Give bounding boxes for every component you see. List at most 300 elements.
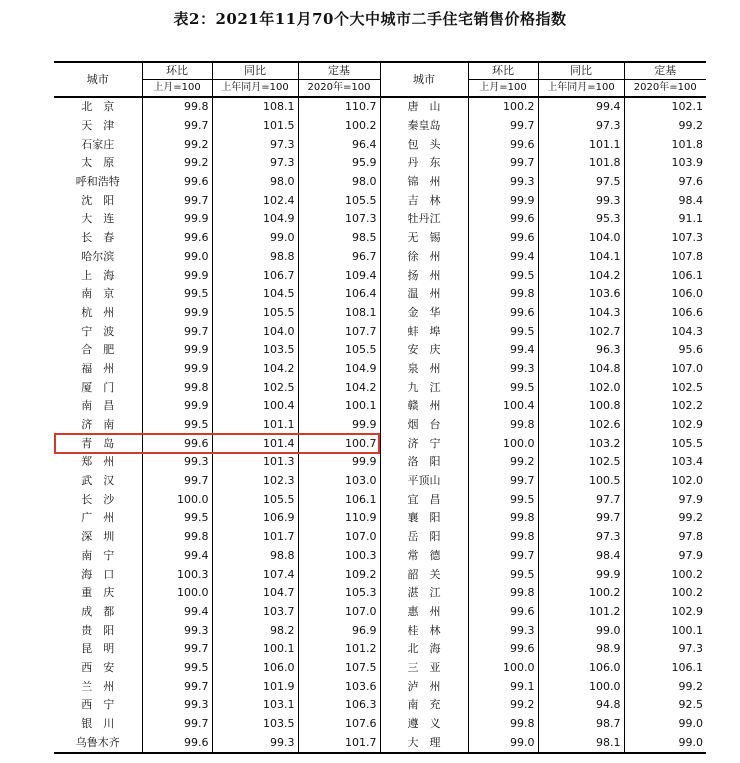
mom-cell: 99.8 xyxy=(142,528,212,547)
mom-cell: 99.6 xyxy=(468,229,538,248)
base-cell: 98.0 xyxy=(298,173,380,192)
city-cell: 北 海 xyxy=(380,640,468,659)
header-base-base: 2020年=100 xyxy=(298,80,380,98)
city-cell: 上 海 xyxy=(81,268,115,282)
mom-cell: 99.2 xyxy=(142,135,212,154)
base-cell: 97.8 xyxy=(624,528,706,547)
mom-cell: 99.3 xyxy=(142,696,212,715)
city-cell: 洛 阳 xyxy=(380,453,468,472)
yoy-cell: 104.2 xyxy=(212,360,298,379)
base-cell: 101.2 xyxy=(298,640,380,659)
yoy-cell: 104.5 xyxy=(212,285,298,304)
base-cell: 109.2 xyxy=(298,565,380,584)
yoy-cell: 105.5 xyxy=(212,490,298,509)
yoy-cell: 97.7 xyxy=(538,490,624,509)
mom-cell: 99.5 xyxy=(142,509,212,528)
table-row xyxy=(54,603,706,622)
mom-cell: 99.8 xyxy=(468,509,538,528)
mom-cell: 99.8 xyxy=(468,416,538,435)
city-cell: 厦 门 xyxy=(81,380,115,394)
base-cell: 106.1 xyxy=(624,266,706,285)
yoy-cell: 98.9 xyxy=(538,640,624,659)
yoy-cell: 98.8 xyxy=(212,248,298,267)
yoy-cell: 99.9 xyxy=(538,565,624,584)
yoy-cell: 102.3 xyxy=(212,472,298,491)
yoy-cell: 98.1 xyxy=(538,733,624,753)
table-row xyxy=(54,248,706,267)
yoy-cell: 102.5 xyxy=(538,453,624,472)
yoy-cell: 100.1 xyxy=(212,640,298,659)
yoy-cell: 95.3 xyxy=(538,210,624,229)
base-cell: 103.0 xyxy=(298,472,380,491)
yoy-cell: 100.5 xyxy=(538,472,624,491)
base-cell: 102.9 xyxy=(624,416,706,435)
mom-cell: 99.4 xyxy=(468,248,538,267)
yoy-cell: 98.2 xyxy=(212,621,298,640)
mom-cell: 99.6 xyxy=(142,434,212,453)
table-row xyxy=(54,97,706,117)
city-cell: 蚌 埠 xyxy=(380,322,468,341)
base-cell: 101.8 xyxy=(624,135,706,154)
mom-cell: 99.7 xyxy=(142,191,212,210)
base-cell: 97.3 xyxy=(624,640,706,659)
mom-cell: 99.4 xyxy=(142,547,212,566)
base-cell: 104.9 xyxy=(298,360,380,379)
header-mom: 环比 xyxy=(142,62,212,80)
mom-cell: 99.9 xyxy=(142,266,212,285)
base-cell: 107.7 xyxy=(298,322,380,341)
mom-cell: 99.3 xyxy=(142,453,212,472)
table-row xyxy=(54,117,706,136)
yoy-cell: 99.0 xyxy=(212,229,298,248)
base-cell: 98.5 xyxy=(298,229,380,248)
mom-cell: 99.2 xyxy=(468,696,538,715)
yoy-cell: 104.8 xyxy=(538,360,624,379)
table-row xyxy=(54,341,706,360)
base-cell: 107.6 xyxy=(298,715,380,734)
yoy-cell: 103.6 xyxy=(538,285,624,304)
yoy-cell: 99.0 xyxy=(538,621,624,640)
city-cell: 贵 阳 xyxy=(81,623,115,637)
city-cell: 哈尔滨 xyxy=(81,249,115,263)
table-row xyxy=(54,528,706,547)
mom-cell: 100.4 xyxy=(468,397,538,416)
table-row xyxy=(54,397,706,416)
mom-cell: 99.7 xyxy=(468,117,538,136)
yoy-cell: 103.5 xyxy=(212,715,298,734)
base-cell: 99.0 xyxy=(624,715,706,734)
yoy-cell: 103.2 xyxy=(538,434,624,453)
base-cell: 95.6 xyxy=(624,341,706,360)
city-cell: 北 京 xyxy=(81,100,115,114)
city-cell: 南 充 xyxy=(380,696,468,715)
header-yoy: 同比 xyxy=(538,62,624,80)
base-cell: 106.4 xyxy=(298,285,380,304)
table-row xyxy=(54,490,706,509)
city-cell: 天 津 xyxy=(81,119,115,133)
yoy-cell: 101.5 xyxy=(212,117,298,136)
city-cell: 重 庆 xyxy=(81,586,115,600)
mom-cell: 99.8 xyxy=(468,584,538,603)
yoy-cell: 104.2 xyxy=(538,266,624,285)
base-cell: 97.6 xyxy=(624,173,706,192)
city-cell: 泉 州 xyxy=(380,360,468,379)
yoy-cell: 103.5 xyxy=(212,341,298,360)
city-cell: 遵 义 xyxy=(380,715,468,734)
table-row xyxy=(54,453,706,472)
yoy-cell: 106.7 xyxy=(212,266,298,285)
base-cell: 99.9 xyxy=(298,453,380,472)
mom-cell: 100.0 xyxy=(142,584,212,603)
base-cell: 107.5 xyxy=(298,659,380,678)
mom-cell: 99.7 xyxy=(142,322,212,341)
mom-cell: 99.5 xyxy=(468,565,538,584)
yoy-cell: 103.7 xyxy=(212,603,298,622)
base-cell: 107.0 xyxy=(298,603,380,622)
city-cell: 西 安 xyxy=(81,660,115,674)
city-cell: 九 江 xyxy=(380,378,468,397)
mom-cell: 99.5 xyxy=(468,322,538,341)
base-cell: 103.6 xyxy=(298,677,380,696)
mom-cell: 99.1 xyxy=(468,677,538,696)
city-cell: 广 州 xyxy=(81,511,115,525)
city-cell: 赣 州 xyxy=(380,397,468,416)
mom-cell: 99.8 xyxy=(468,285,538,304)
header-yoy-base: 上年同月=100 xyxy=(538,80,624,98)
mom-cell: 99.7 xyxy=(468,472,538,491)
city-cell: 郑 州 xyxy=(81,455,115,469)
base-cell: 103.4 xyxy=(624,453,706,472)
mom-cell: 99.6 xyxy=(142,173,212,192)
table-body xyxy=(54,97,706,753)
city-cell: 岳 阳 xyxy=(380,528,468,547)
yoy-cell: 98.4 xyxy=(538,547,624,566)
city-cell: 海 口 xyxy=(81,567,115,581)
mom-cell: 99.6 xyxy=(468,210,538,229)
table-row xyxy=(54,677,706,696)
base-cell: 99.2 xyxy=(624,117,706,136)
yoy-cell: 102.4 xyxy=(212,191,298,210)
mom-cell: 99.5 xyxy=(142,416,212,435)
table-row xyxy=(54,210,706,229)
city-cell: 武 汉 xyxy=(81,474,115,488)
table-row xyxy=(54,434,706,453)
header-city: 城市 xyxy=(54,62,142,97)
city-cell: 韶 关 xyxy=(380,565,468,584)
base-cell: 105.3 xyxy=(298,584,380,603)
mom-cell: 99.8 xyxy=(468,715,538,734)
mom-cell: 99.0 xyxy=(468,733,538,753)
yoy-cell: 100.0 xyxy=(538,677,624,696)
base-cell: 102.2 xyxy=(624,397,706,416)
yoy-cell: 101.1 xyxy=(538,135,624,154)
price-index-table xyxy=(54,61,706,754)
yoy-cell: 98.7 xyxy=(538,715,624,734)
city-cell: 济 宁 xyxy=(380,434,468,453)
header-city: 城市 xyxy=(380,62,468,97)
base-cell: 106.6 xyxy=(624,304,706,323)
yoy-cell: 97.5 xyxy=(538,173,624,192)
city-cell: 泸 州 xyxy=(380,677,468,696)
base-cell: 98.4 xyxy=(624,191,706,210)
city-cell: 秦皇岛 xyxy=(380,117,468,136)
table-row xyxy=(54,715,706,734)
base-cell: 99.0 xyxy=(624,733,706,753)
city-cell: 三 亚 xyxy=(380,659,468,678)
base-cell: 107.3 xyxy=(298,210,380,229)
base-cell: 95.9 xyxy=(298,154,380,173)
mom-cell: 99.5 xyxy=(468,490,538,509)
mom-cell: 99.7 xyxy=(142,715,212,734)
city-cell: 唐 山 xyxy=(380,97,468,117)
mom-cell: 99.7 xyxy=(468,547,538,566)
city-cell: 乌鲁木齐 xyxy=(75,735,120,749)
mom-cell: 100.2 xyxy=(468,97,538,117)
mom-cell: 99.7 xyxy=(142,117,212,136)
yoy-cell: 104.0 xyxy=(538,229,624,248)
yoy-cell: 100.4 xyxy=(212,397,298,416)
yoy-cell: 97.3 xyxy=(538,528,624,547)
yoy-cell: 100.8 xyxy=(538,397,624,416)
base-cell: 100.1 xyxy=(298,397,380,416)
table-row xyxy=(54,191,706,210)
mom-cell: 99.8 xyxy=(468,528,538,547)
city-cell: 深 圳 xyxy=(81,530,115,544)
base-cell: 105.5 xyxy=(624,434,706,453)
base-cell: 100.7 xyxy=(298,434,380,453)
table-row xyxy=(54,360,706,379)
city-cell: 青 岛 xyxy=(81,436,115,450)
yoy-cell: 101.4 xyxy=(212,434,298,453)
mom-cell: 99.3 xyxy=(468,621,538,640)
mom-cell: 99.7 xyxy=(142,640,212,659)
base-cell: 104.3 xyxy=(624,322,706,341)
mom-cell: 99.9 xyxy=(142,397,212,416)
city-cell: 银 川 xyxy=(81,717,115,731)
base-cell: 100.2 xyxy=(298,117,380,136)
table-row xyxy=(54,285,706,304)
city-cell: 惠 州 xyxy=(380,603,468,622)
base-cell: 105.5 xyxy=(298,341,380,360)
city-cell: 徐 州 xyxy=(380,248,468,267)
mom-cell: 99.5 xyxy=(142,285,212,304)
yoy-cell: 99.3 xyxy=(538,191,624,210)
yoy-cell: 102.6 xyxy=(538,416,624,435)
base-cell: 105.5 xyxy=(298,191,380,210)
mom-cell: 100.0 xyxy=(468,434,538,453)
base-cell: 106.1 xyxy=(624,659,706,678)
base-cell: 100.3 xyxy=(298,547,380,566)
base-cell: 97.9 xyxy=(624,547,706,566)
mom-cell: 99.3 xyxy=(468,360,538,379)
city-cell: 金 华 xyxy=(380,304,468,323)
yoy-cell: 99.4 xyxy=(538,97,624,117)
base-cell: 101.7 xyxy=(298,733,380,753)
city-cell: 扬 州 xyxy=(380,266,468,285)
header-base: 定基 xyxy=(298,62,380,80)
city-cell: 福 州 xyxy=(81,361,115,375)
base-cell: 106.3 xyxy=(298,696,380,715)
yoy-cell: 101.1 xyxy=(212,416,298,435)
base-cell: 91.1 xyxy=(624,210,706,229)
yoy-cell: 106.0 xyxy=(212,659,298,678)
yoy-cell: 107.4 xyxy=(212,565,298,584)
base-cell: 102.1 xyxy=(624,97,706,117)
city-cell: 温 州 xyxy=(380,285,468,304)
table-row xyxy=(54,416,706,435)
mom-cell: 99.2 xyxy=(468,453,538,472)
city-cell: 大 理 xyxy=(380,733,468,753)
yoy-cell: 104.9 xyxy=(212,210,298,229)
yoy-cell: 97.3 xyxy=(538,117,624,136)
city-cell: 锦 州 xyxy=(380,173,468,192)
mom-cell: 99.7 xyxy=(142,677,212,696)
table-row xyxy=(54,509,706,528)
yoy-cell: 102.5 xyxy=(212,378,298,397)
base-cell: 102.0 xyxy=(624,472,706,491)
yoy-cell: 99.3 xyxy=(212,733,298,753)
base-cell: 107.3 xyxy=(624,229,706,248)
header-yoy: 同比 xyxy=(212,62,298,80)
base-cell: 107.0 xyxy=(624,360,706,379)
city-cell: 宜 昌 xyxy=(380,490,468,509)
mom-cell: 99.2 xyxy=(142,154,212,173)
header-base-base: 2020年=100 xyxy=(624,80,706,98)
mom-cell: 99.9 xyxy=(142,210,212,229)
base-cell: 110.7 xyxy=(298,97,380,117)
yoy-cell: 101.3 xyxy=(212,453,298,472)
table-row xyxy=(54,621,706,640)
mom-cell: 99.4 xyxy=(142,603,212,622)
city-cell: 湛 江 xyxy=(380,584,468,603)
yoy-cell: 102.7 xyxy=(538,322,624,341)
city-cell: 西 宁 xyxy=(81,698,115,712)
table-row xyxy=(54,173,706,192)
city-cell: 济 南 xyxy=(81,418,115,432)
mom-cell: 99.6 xyxy=(468,135,538,154)
city-cell: 吉 林 xyxy=(380,191,468,210)
mom-cell: 99.6 xyxy=(468,640,538,659)
yoy-cell: 100.2 xyxy=(538,584,624,603)
yoy-cell: 102.0 xyxy=(538,378,624,397)
base-cell: 106.0 xyxy=(624,285,706,304)
mom-cell: 100.0 xyxy=(142,490,212,509)
city-cell: 桂 林 xyxy=(380,621,468,640)
city-cell: 平顶山 xyxy=(380,472,468,491)
table-row xyxy=(54,565,706,584)
mom-cell: 99.8 xyxy=(142,378,212,397)
mom-cell: 99.7 xyxy=(468,154,538,173)
mom-cell: 99.9 xyxy=(142,341,212,360)
mom-cell: 99.6 xyxy=(468,304,538,323)
base-cell: 96.7 xyxy=(298,248,380,267)
yoy-cell: 101.8 xyxy=(538,154,624,173)
header-yoy-base: 上年同月=100 xyxy=(212,80,298,98)
mom-cell: 99.9 xyxy=(468,191,538,210)
yoy-cell: 106.0 xyxy=(538,659,624,678)
city-cell: 襄 阳 xyxy=(380,509,468,528)
city-cell: 牡丹江 xyxy=(380,210,468,229)
base-cell: 107.0 xyxy=(298,528,380,547)
city-cell: 安 庆 xyxy=(380,341,468,360)
mom-cell: 99.9 xyxy=(142,304,212,323)
base-cell: 100.2 xyxy=(624,584,706,603)
yoy-cell: 98.8 xyxy=(212,547,298,566)
base-cell: 109.4 xyxy=(298,266,380,285)
table-row xyxy=(54,659,706,678)
yoy-cell: 104.0 xyxy=(212,322,298,341)
table-row xyxy=(54,229,706,248)
city-cell: 石家庄 xyxy=(81,137,115,151)
table-row xyxy=(54,733,706,753)
city-cell: 无 锡 xyxy=(380,229,468,248)
yoy-cell: 105.5 xyxy=(212,304,298,323)
city-cell: 沈 阳 xyxy=(81,193,115,207)
base-cell: 102.5 xyxy=(624,378,706,397)
yoy-cell: 103.1 xyxy=(212,696,298,715)
base-cell: 108.1 xyxy=(298,304,380,323)
table-row xyxy=(54,266,706,285)
base-cell: 99.9 xyxy=(298,416,380,435)
table-row xyxy=(54,547,706,566)
mom-cell: 99.7 xyxy=(142,472,212,491)
base-cell: 107.8 xyxy=(624,248,706,267)
city-cell: 宁 波 xyxy=(81,324,115,338)
yoy-cell: 101.7 xyxy=(212,528,298,547)
table-row xyxy=(54,378,706,397)
base-cell: 97.9 xyxy=(624,490,706,509)
mom-cell: 99.5 xyxy=(142,659,212,678)
city-cell: 南 京 xyxy=(81,287,115,301)
table-row xyxy=(54,304,706,323)
mom-cell: 100.3 xyxy=(142,565,212,584)
city-cell: 杭 州 xyxy=(81,305,115,319)
city-cell: 太 原 xyxy=(81,156,115,170)
city-cell: 兰 州 xyxy=(81,679,115,693)
city-cell: 长 沙 xyxy=(81,492,115,506)
base-cell: 104.2 xyxy=(298,378,380,397)
table-row xyxy=(54,640,706,659)
city-cell: 昆 明 xyxy=(81,642,115,656)
city-cell: 长 春 xyxy=(81,231,115,245)
base-cell: 103.9 xyxy=(624,154,706,173)
city-cell: 成 都 xyxy=(81,604,115,618)
base-cell: 99.2 xyxy=(624,677,706,696)
yoy-cell: 99.7 xyxy=(538,509,624,528)
yoy-cell: 104.1 xyxy=(538,248,624,267)
base-cell: 96.4 xyxy=(298,135,380,154)
table-row xyxy=(54,584,706,603)
city-cell: 呼和浩特 xyxy=(75,175,120,189)
mom-cell: 99.0 xyxy=(142,248,212,267)
city-cell: 常 德 xyxy=(380,547,468,566)
base-cell: 100.1 xyxy=(624,621,706,640)
city-cell: 大 连 xyxy=(81,212,115,226)
mom-cell: 99.8 xyxy=(142,97,212,117)
yoy-cell: 97.3 xyxy=(212,154,298,173)
mom-cell: 99.6 xyxy=(142,229,212,248)
yoy-cell: 108.1 xyxy=(212,97,298,117)
mom-cell: 99.3 xyxy=(142,621,212,640)
yoy-cell: 106.9 xyxy=(212,509,298,528)
city-cell: 包 头 xyxy=(380,135,468,154)
yoy-cell: 104.3 xyxy=(538,304,624,323)
base-cell: 102.9 xyxy=(624,603,706,622)
yoy-cell: 101.9 xyxy=(212,677,298,696)
table-row xyxy=(54,322,706,341)
yoy-cell: 98.0 xyxy=(212,173,298,192)
mom-cell: 99.6 xyxy=(142,733,212,753)
